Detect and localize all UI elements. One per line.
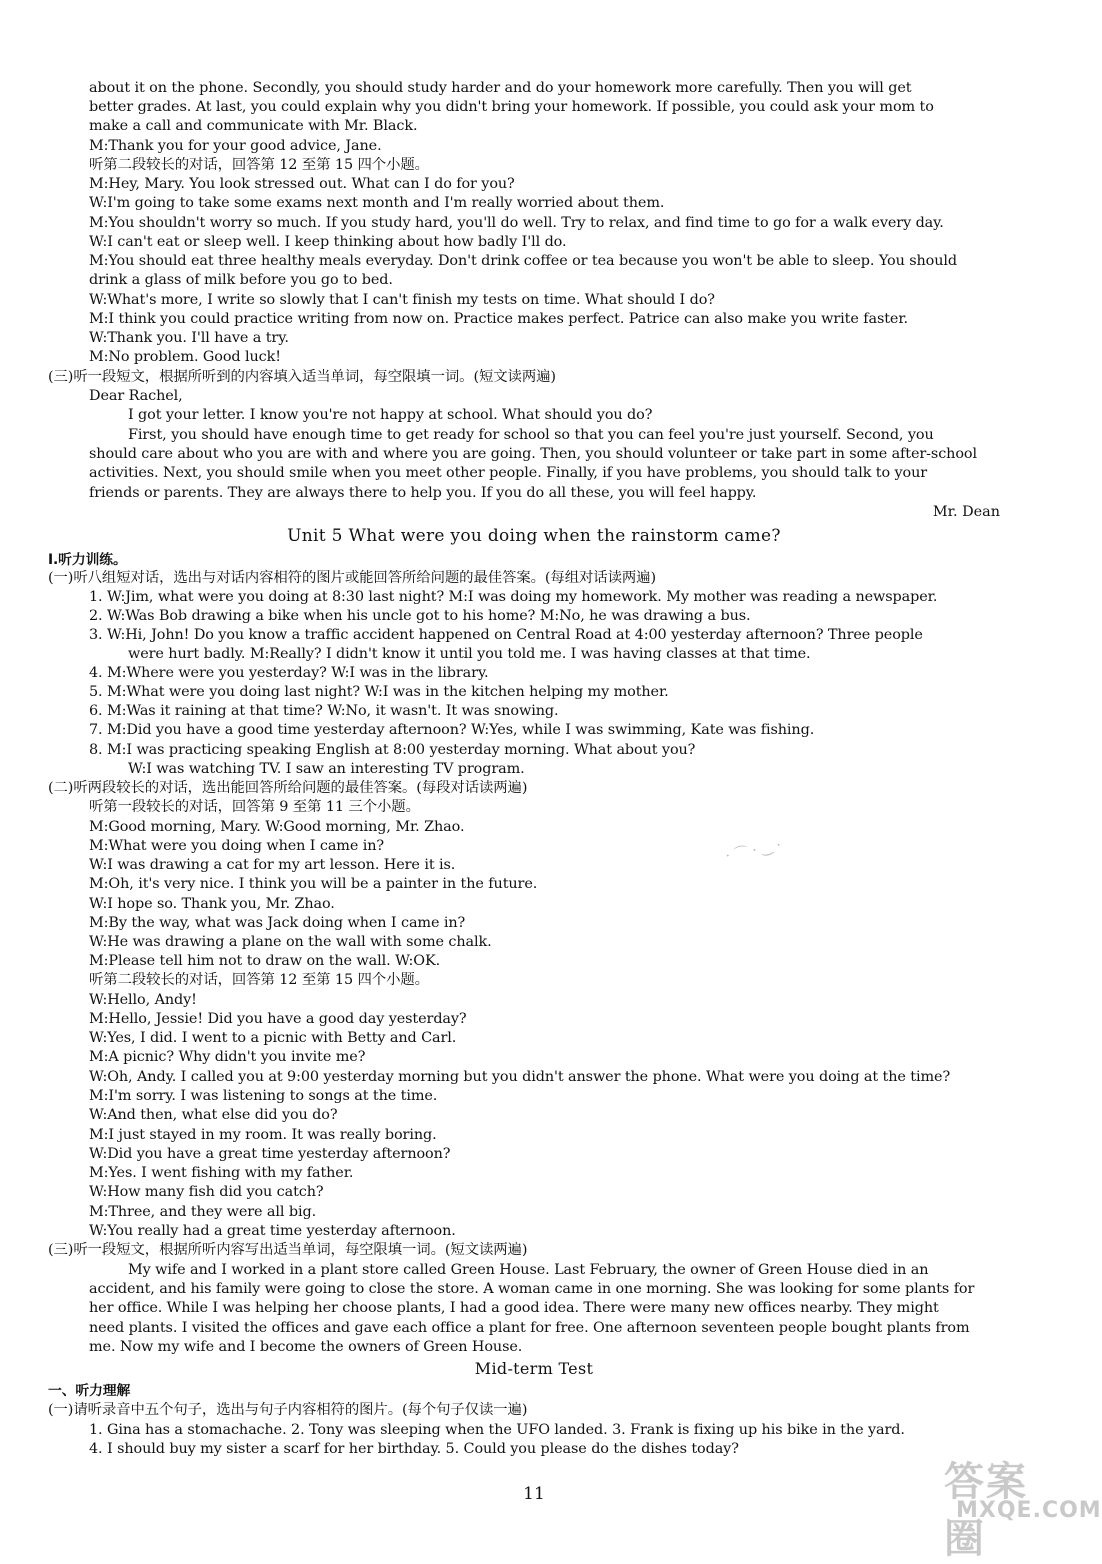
- text-line: W:Oh, Andy. I called you at 9:00 yesterday morning but you didn't answer the phone. What were you doing at the time?: [89, 1069, 951, 1085]
- watermark-top: 答案圈: [944, 1459, 1028, 1562]
- text-line: W:Hello, Andy!: [89, 992, 197, 1008]
- text-line: should care about who you are with and where you are going. Then, you should volunteer or take part in some after-school: [89, 446, 977, 462]
- text-line: W:I can't eat or sleep well. I keep thinking about how badly I'll do.: [89, 234, 567, 250]
- text-line: M:Hello, Jessie! Did you have a good day yesterday?: [89, 1011, 467, 1027]
- letter-signature: Mr. Dean: [932, 504, 1000, 520]
- text-line: (三)听一段短文，根据所听内容写出适当单词，每空限填一词。(短文读两遍): [48, 1242, 528, 1258]
- text-line: activities. Next, you should smile when you meet other people. Finally, if you have problems, you should talk to your: [89, 465, 928, 481]
- watermark-logo: [906, 1450, 1102, 1562]
- text-line: M:What were you doing when I came in?: [89, 838, 385, 854]
- text-line: W:I was watching TV. I saw an interesting TV program.: [128, 761, 525, 777]
- text-line: M:Yes. I went fishing with my father.: [89, 1165, 354, 1181]
- text-line: (二)听两段较长的对话，选出能回答所给问题的最佳答案。(每段对话读两遍): [48, 780, 528, 796]
- text-line: W:I was drawing a cat for my art lesson. Here it is.: [89, 857, 456, 873]
- text-line: M:Hey, Mary. You look stressed out. What can I do for you?: [89, 176, 515, 192]
- text-line: M:I think you could practice writing from now on. Practice makes perfect. Patrice can also make you write faster.: [89, 311, 908, 327]
- text-line: friends or parents. They are always there to help you. If you do all these, you will feel happy.: [89, 485, 757, 501]
- text-line: W:And then, what else did you do?: [89, 1107, 338, 1123]
- midterm-title: Mid-term Test: [474, 1359, 594, 1378]
- text-line: M:Please tell him not to draw on the wall. W:OK.: [89, 953, 441, 969]
- page-number: 11: [523, 1484, 545, 1504]
- text-line: 一、听力理解: [48, 1383, 131, 1399]
- text-line: W:You really had a great time yesterday afternoon.: [89, 1223, 456, 1239]
- text-line: M:Three, and they were all big.: [89, 1204, 317, 1220]
- text-line: need plants. I visited the offices and gave each office a plant for free. One afternoon seventeen people bought plants from: [89, 1320, 970, 1336]
- watermark-bottom: MXQE.COM: [956, 1498, 1102, 1523]
- text-line: 4. I should buy my sister a scarf for her birthday. 5. Could you please do the dishes today?: [89, 1441, 739, 1457]
- text-line: 听第二段较长的对话，回答第 12 至第 15 四个小题。: [89, 157, 429, 173]
- text-line: 2. W:Was Bob drawing a bike when his uncle got to his home? M:No, he was drawing a bus.: [89, 608, 751, 624]
- pencil-mark: · ⌒ · ‿ ·: [724, 837, 783, 865]
- text-line: 6. M:Was it raining at that time? W:No, it wasn't. It was snowing.: [89, 703, 559, 719]
- text-line: M:No problem. Good luck!: [89, 349, 281, 365]
- text-line: 听第二段较长的对话，回答第 12 至第 15 四个小题。: [89, 972, 429, 988]
- text-line: M:I just stayed in my room. It was really boring.: [89, 1127, 437, 1143]
- text-line: accident, and his family were going to close the store. A woman came in one morning. She was looking for some plants for: [89, 1281, 975, 1297]
- text-line: M:Good morning, Mary. W:Good morning, Mr. Zhao.: [89, 819, 465, 835]
- text-line: 4. M:Where were you yesterday? W:I was in the library.: [89, 665, 489, 681]
- text-line: were hurt badly. M:Really? I didn't know it until you told me. I was having classes at that time.: [128, 646, 811, 662]
- text-line: M:I'm sorry. I was listening to songs at the time.: [89, 1088, 438, 1104]
- text-line: 7. M:Did you have a good time yesterday afternoon? W:Yes, while I was swimming, Kate was fishing.: [89, 722, 815, 738]
- text-line: drink a glass of milk before you go to bed.: [89, 272, 393, 288]
- text-line: 3. W:Hi, John! Do you know a traffic accident happened on Central Road at 4:00 yesterday afternoon? Three people: [89, 627, 923, 643]
- text-line: W:Did you have a great time yesterday afternoon?: [89, 1146, 451, 1162]
- text-line: I got your letter. I know you're not happy at school. What should you do?: [128, 407, 653, 423]
- text-line: 听第一段较长的对话，回答第 9 至第 11 三个小题。: [89, 799, 420, 815]
- text-line: M:You shouldn't worry so much. If you study hard, you'll do well. Try to relax, and find time to go for a walk every day.: [89, 215, 944, 231]
- unit-title: Unit 5 What were you doing when the rainstorm came?: [287, 526, 781, 546]
- text-line: 5. M:What were you doing last night? W:I was in the kitchen helping my mother.: [89, 684, 669, 700]
- text-line: My wife and I worked in a plant store called Green House. Last February, the owner of Green House died in an: [128, 1262, 929, 1278]
- text-line: M:Oh, it's very nice. I think you will be a painter in the future.: [89, 876, 538, 892]
- text-line: M:A picnic? Why didn't you invite me?: [89, 1049, 366, 1065]
- text-line: First, you should have enough time to get ready for school so that you can feel you're just yourself. Second, you: [128, 427, 934, 443]
- text-line: W:What's more, I write so slowly that I can't finish my tests on time. What should I do?: [89, 292, 715, 308]
- text-line: M:You should eat three healthy meals everyday. Don't drink coffee or tea because you won't be able to sleep. You should: [89, 253, 958, 269]
- text-line: make a call and communicate with Mr. Black.: [89, 118, 418, 134]
- text-line: W:Yes, I did. I went to a picnic with Betty and Carl.: [89, 1030, 457, 1046]
- text-line: (三)听一段短文，根据所听到的内容填入适当单词，每空限填一词。(短文读两遍): [48, 369, 556, 385]
- text-line: (一)听八组短对话，选出与对话内容相符的图片或能回答所给问题的最佳答案。(每组对话读两遍): [48, 570, 656, 586]
- text-line: I.听力训练。: [48, 552, 127, 568]
- text-line: 1. Gina has a stomachache. 2. Tony was sleeping when the UFO landed. 3. Frank is fixing up his bike in the yard.: [89, 1422, 905, 1438]
- text-line: W:Thank you. I'll have a try.: [89, 330, 289, 346]
- text-line: W:I hope so. Thank you, Mr. Zhao.: [89, 896, 335, 912]
- text-line: W:How many fish did you catch?: [89, 1184, 324, 1200]
- text-line: M:By the way, what was Jack doing when I came in?: [89, 915, 466, 931]
- text-line: 8. M:I was practicing speaking English at 8:00 yesterday morning. What about you?: [89, 742, 696, 758]
- text-line: (一)请听录音中五个句子，选出与句子内容相符的图片。(每个句子仅读一遍): [48, 1402, 528, 1418]
- text-line: W:He was drawing a plane on the wall with some chalk.: [89, 934, 492, 950]
- text-line: about it on the phone. Secondly, you should study harder and do your homework more carefully. Then you will get: [89, 80, 912, 96]
- text-line: W:I'm going to take some exams next month and I'm really worried about them.: [89, 195, 665, 211]
- text-line: better grades. At last, you could explain why you didn't bring your homework. If possible, you could ask your mom to: [89, 99, 934, 115]
- text-line: her office. While I was helping her choose plants, I had a good idea. There were many new offices nearby. They might: [89, 1300, 939, 1316]
- text-line: M:Thank you for your good advice, Jane.: [89, 138, 382, 154]
- text-line: 1. W:Jim, what were you doing at 8:30 last night? M:I was doing my homework. My mother was reading a newspaper.: [89, 589, 938, 605]
- text-line: me. Now my wife and I become the owners of Green House.: [89, 1339, 523, 1355]
- text-line: Dear Rachel,: [89, 388, 183, 404]
